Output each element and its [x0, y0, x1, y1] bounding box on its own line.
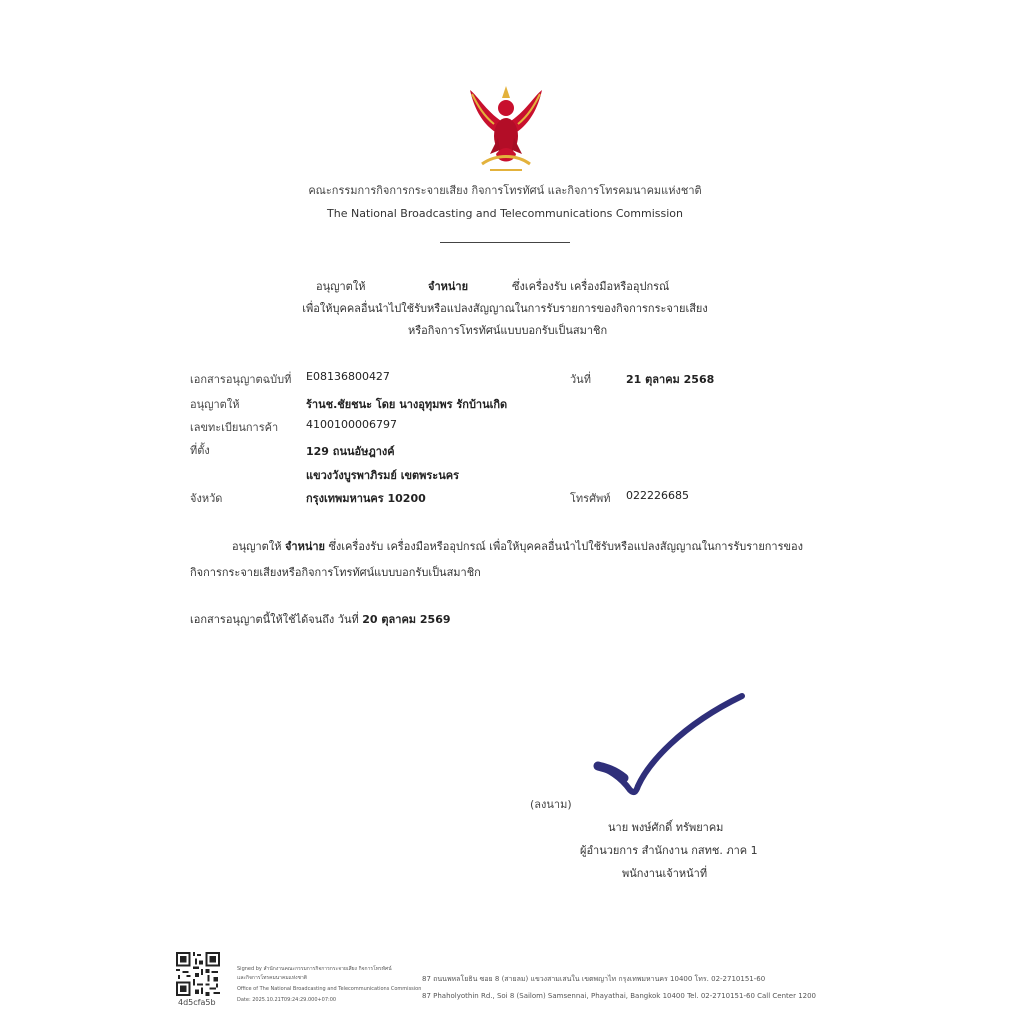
date-label: วันที่ — [570, 373, 591, 386]
footer-address-english: 87 Phaholyothin Rd., Soi 8 (Sailom) Samsennai, Phayathai, Bangkok 10400 Tel. 02-2710151-60 Call Center 1200 — [422, 992, 817, 1000]
agency-name-thai: คณะกรรมการกิจการกระจายเสียง กิจการโทรทัศน์ และกิจการโทรคมนาคมแห่งชาติ — [308, 184, 702, 197]
validity-statement: เอกสารอนุญาตนี้ให้ใช้ได้จนถึง วันที่ 20 ตุลาคม 2569 — [190, 613, 451, 626]
agency-name-english: The National Broadcasting and Telecommunications Commission — [327, 207, 683, 220]
handwritten-signature — [590, 690, 750, 800]
signer-name: นาย พงษ์ศักดิ์ ทรัพยาคม — [608, 821, 724, 834]
signature-label: (ลงนาม) — [530, 798, 572, 811]
doc-number-label: เอกสารอนุญาตฉบับที่ — [190, 373, 292, 386]
permit-line3: หรือกิจการโทรทัศน์แบบบอกรับเป็นสมาชิก — [408, 324, 608, 337]
signed-by-line3: Office of The National Broadcasting and Telecommunications Commission — [237, 986, 422, 992]
qr-id: 4d5cfa5b — [178, 998, 216, 1007]
header-divider — [440, 242, 570, 243]
province-value: กรุงเทพมหานคร 10200 — [306, 492, 426, 505]
phone-label: โทรศัพท์ — [570, 492, 611, 505]
doc-number-value: E08136800427 — [306, 370, 390, 383]
permit-line1-prefix: อนุญาตให้ — [316, 280, 366, 293]
signer-position: ผู้อำนวยการ สำนักงาน กสทช. ภาค 1 — [580, 844, 758, 857]
signer-role: พนักงานเจ้าหน้าที่ — [622, 867, 708, 880]
permit-line1-action: จำหน่าย — [428, 280, 469, 293]
grantee-label: อนุญาตให้ — [190, 398, 240, 411]
permit-line1-suffix: ซึ่งเครื่องรับ เครื่องมือหรืออุปกรณ์ — [512, 280, 670, 293]
footer-address-thai: 87 ถนนพหลโยธิน ซอย 8 (สายลม) แขวงสามเสนใน เขตพญาไท กรุงเทพมหานคร 10400 โทร. 02-2710151-60 — [422, 975, 766, 983]
date-value: 21 ตุลาคม 2568 — [626, 373, 715, 386]
signed-date: Date: 2025.10.21T09:24:29.000+07:00 — [237, 997, 337, 1003]
address-label: ที่ตั้ง — [190, 444, 210, 457]
grantee-value: ร้านช.ชัยชนะ โดย นางอุทุมพร รักบ้านเกิด — [306, 398, 508, 411]
address-line1: 129 ถนนอัษฎางค์ — [306, 445, 395, 458]
registration-value: 4100100006797 — [306, 418, 397, 431]
address-line2: แขวงวังบูรพาภิรมย์ เขตพระนคร — [306, 469, 459, 482]
registration-label: เลขทะเบียนการค้า — [190, 421, 279, 434]
garuda-emblem-icon — [468, 84, 544, 180]
phone-value: 022226685 — [626, 489, 689, 502]
province-label: จังหวัด — [190, 492, 223, 505]
qr-code-icon — [176, 952, 220, 996]
permit-line2: เพื่อให้บุคคลอื่นนำไปใช้รับหรือแปลงสัญญาณในการรับรายการของกิจการกระจายเสียง — [302, 302, 708, 315]
signed-by-line1: Signed by สำนักงานคณะกรรมการกิจการกระจายเสียง กิจการโทรทัศน์ — [237, 966, 392, 972]
permit-paragraph: อนุญาตให้ จำหน่าย ซึ่งเครื่องรับ เครื่องมือหรืออุปกรณ์ เพื่อให้บุคคลอื่นนำไปใช้รับหรือแปลงสัญญาณในการรับรายการของกิจการกระจายเสียงหรือกิจการโทรทัศน์แบบบอกรับเป็นสมาชิก — [190, 540, 804, 579]
signed-by-line2: และกิจการโทรคมนาคมแห่งชาติ — [237, 975, 308, 981]
